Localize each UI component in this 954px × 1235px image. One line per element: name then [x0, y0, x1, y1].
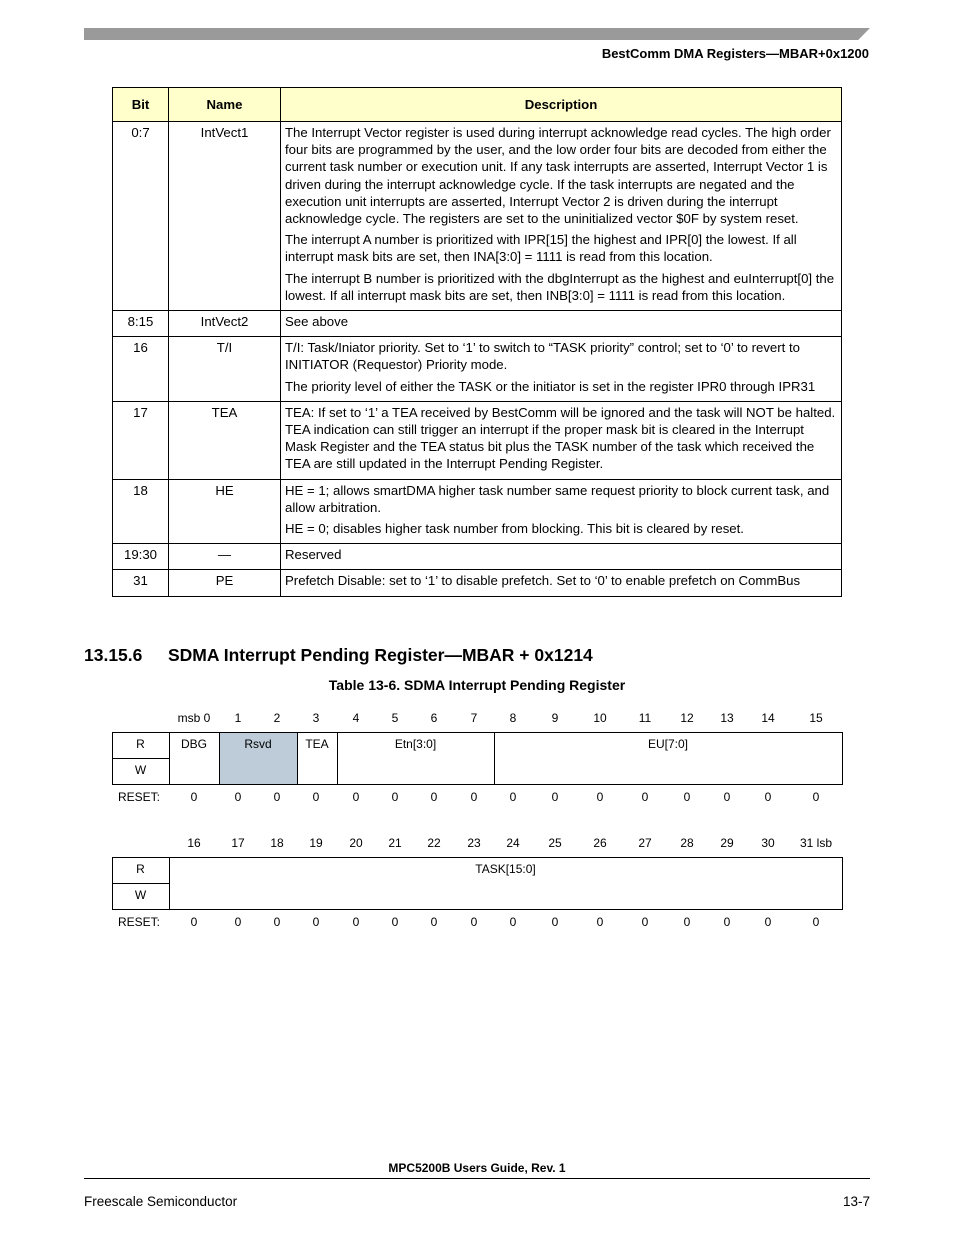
- bit-number: 18: [270, 836, 284, 850]
- name-cell: —: [169, 544, 281, 570]
- reset-value: 0: [352, 915, 360, 929]
- section-title-text: SDMA Interrupt Pending Register—MBAR + 0x1214: [168, 645, 593, 665]
- name-cell: IntVect1: [169, 122, 281, 311]
- table-row: [113, 311, 842, 337]
- bit-number: 29: [720, 836, 734, 850]
- reset-value: 0: [273, 915, 281, 929]
- table-row: [113, 401, 842, 479]
- reset-value: 0: [352, 790, 360, 804]
- name-cell: PE: [169, 570, 281, 596]
- bit-number: 8: [509, 711, 517, 725]
- field-eu: EU[7:0]: [647, 737, 689, 751]
- bit-number: 25: [548, 836, 562, 850]
- bit-number: 1: [234, 711, 242, 725]
- bit-cell: 31: [113, 570, 169, 596]
- description-paragraph: HE = 1; allows smartDMA higher task number same request priority to block current task, and allow arbitration.: [285, 482, 830, 515]
- table-caption: Table 13-6. SDMA Interrupt Pending Register: [328, 677, 626, 693]
- description-paragraph: Prefetch Disable: set to ‘1’ to disable prefetch. Set to ‘0’ to enable prefetch on CommBus: [285, 573, 801, 589]
- description-cell: [281, 122, 842, 311]
- reset-value: 0: [391, 790, 399, 804]
- reset-value: 0: [312, 790, 320, 804]
- reset-value: 0: [509, 915, 517, 929]
- bit-number: 14: [761, 711, 775, 725]
- description-paragraph: Reserved: [285, 547, 342, 563]
- reset-value: 0: [551, 790, 559, 804]
- footer-page-number: 13-7: [842, 1194, 870, 1209]
- col-header-name: Name: [169, 88, 281, 122]
- bit-number: 2: [273, 711, 281, 725]
- bit-number: 16: [187, 836, 201, 850]
- reset-value: 0: [723, 790, 731, 804]
- name-cell: TEA: [169, 401, 281, 479]
- reset-value: 0: [683, 790, 691, 804]
- bit-number: 10: [593, 711, 607, 725]
- bit-number: 26: [593, 836, 607, 850]
- bit-number: 21: [388, 836, 402, 850]
- reset-label: RESET:: [118, 915, 161, 929]
- reset-value: 0: [812, 915, 820, 929]
- bit-number: 6: [430, 711, 438, 725]
- bit-number: 9: [551, 711, 559, 725]
- read-label: R: [136, 737, 145, 751]
- bit-number: 31 lsb: [799, 836, 833, 850]
- reset-value: 0: [430, 915, 438, 929]
- reset-value: 0: [430, 790, 438, 804]
- bit-number: 28: [680, 836, 694, 850]
- name-cell: T/I: [169, 337, 281, 402]
- col-header-bit: Bit: [113, 88, 169, 122]
- reset-value: 0: [470, 790, 478, 804]
- bit-cell: 17: [113, 401, 169, 479]
- name-cell: IntVect2: [169, 311, 281, 337]
- description-cell: [281, 544, 842, 570]
- bit-number: 20: [349, 836, 363, 850]
- bit-cell: 0:7: [113, 122, 169, 311]
- description-paragraph: The interrupt A number is prioritized with IPR[15] the highest and IPR[0] the lowest. If all interrupt mask bits are set, then INA[3:0] = 1111 is read from this location.: [285, 232, 797, 265]
- col-header-description: Description: [281, 88, 842, 122]
- field-dbg: DBG: [180, 737, 207, 751]
- reset-value: 0: [234, 790, 242, 804]
- description-paragraph: The interrupt B number is prioritized with the dbgInterrupt as the highest and euInterrupt[0] the lowest. If all interrupt mask bits are set, then INB[3:0] = 1111 is read from this location.: [285, 270, 835, 303]
- reset-value: 0: [190, 790, 198, 804]
- bit-number: 17: [231, 836, 245, 850]
- bit-number: 19: [309, 836, 323, 850]
- footer-company: Freescale Semiconductor: [84, 1194, 238, 1209]
- field-task: TASK[15:0]: [475, 862, 536, 876]
- bit-cell: 19:30: [113, 544, 169, 570]
- description-paragraph: HE = 0; disables higher task number from blocking. This bit is cleared by reset.: [285, 521, 744, 537]
- description-paragraph: The priority level of either the TASK or the initiator is set in the register IPR0 through IPR31: [285, 378, 816, 394]
- bit-cell: 8:15: [113, 311, 169, 337]
- reset-value: 0: [641, 790, 649, 804]
- bit-number: 7: [470, 711, 478, 725]
- reset-value: 0: [470, 915, 478, 929]
- reset-value: 0: [723, 915, 731, 929]
- reset-value: 0: [812, 790, 820, 804]
- description-cell: [281, 337, 842, 402]
- table-row: [113, 122, 842, 311]
- description-paragraph: The Interrupt Vector register is used during interrupt acknowledge read cycles. The high order four bits are programmed by the user, and the low order four bits are decoded from either the current task number or execution unit. If any task interrupts are asserted, Interrupt Vector 1 is driven during the interrupt acknowledge cycle. If the task interrupts are negated and the execution unit interrupts are asserted, Interrupt Vector 2 is driven during the interrupt acknowledge cycle. The registers are set to the uninitialized vector $0F by system reset.: [285, 125, 831, 227]
- section-number: 13.15.6: [84, 645, 143, 665]
- read-label: R: [136, 862, 145, 876]
- bit-number: 3: [312, 711, 320, 725]
- field-rsvd: Rsvd: [244, 737, 272, 751]
- bit-number: 24: [506, 836, 520, 850]
- table-row: [113, 479, 842, 544]
- footer-guide-title: MPC5200B Users Guide, Rev. 1: [388, 1161, 566, 1175]
- table-header-row: [113, 88, 842, 122]
- reset-value: 0: [551, 915, 559, 929]
- bit-number: msb 0: [177, 711, 211, 725]
- section-heading: [84, 645, 593, 666]
- reset-value: 0: [596, 790, 604, 804]
- running-header: BestComm DMA Registers—MBAR+0x1200: [601, 46, 869, 61]
- bit-number: 23: [467, 836, 481, 850]
- reset-value: 0: [273, 790, 281, 804]
- bit-cell: 16: [113, 337, 169, 402]
- reset-value: 0: [312, 915, 320, 929]
- reset-value: 0: [234, 915, 242, 929]
- reset-value: 0: [683, 915, 691, 929]
- bit-number: 15: [809, 711, 823, 725]
- reset-value: 0: [509, 790, 517, 804]
- reset-value: 0: [764, 790, 772, 804]
- table-row: [113, 570, 842, 596]
- field-tea: TEA: [305, 737, 329, 751]
- write-label: W: [134, 888, 147, 902]
- bit-number: 4: [352, 711, 360, 725]
- bit-number: 11: [638, 711, 652, 725]
- header-bar: [84, 28, 870, 40]
- field-etn: Etn[3:0]: [394, 737, 437, 751]
- bit-number: 27: [638, 836, 652, 850]
- bit-description-table: [112, 87, 842, 597]
- bit-number: 5: [391, 711, 399, 725]
- table-row: [113, 544, 842, 570]
- description-paragraph: T/I: Task/Iniator priority. Set to ‘1’ to switch to “TASK priority” control; set to ‘0’ to revert to INITIATOR (Requestor) Priority mode.: [285, 340, 800, 373]
- bit-number: 30: [761, 836, 775, 850]
- description-cell: [281, 311, 842, 337]
- reset-value: 0: [391, 915, 399, 929]
- bit-number: 13: [720, 711, 734, 725]
- bit-number: 12: [680, 711, 694, 725]
- write-label: W: [134, 763, 147, 777]
- bit-number: 22: [427, 836, 441, 850]
- reset-value: 0: [641, 915, 649, 929]
- reset-value: 0: [596, 915, 604, 929]
- rw-divider: [112, 883, 169, 884]
- rw-divider: [112, 758, 169, 759]
- bit-cell: 18: [113, 479, 169, 544]
- reset-value: 0: [190, 915, 198, 929]
- description-paragraph: See above: [285, 314, 349, 330]
- reset-value: 0: [764, 915, 772, 929]
- description-cell: [281, 401, 842, 479]
- description-paragraph: TEA: If set to ‘1’ a TEA received by BestComm will be ignored and the task will NOT be halted. TEA indication can still trigger an interrupt if the proper mask bit is cleared in the Interrupt Mask Register and the TEA status bit plus the TASK number of the task which received the TEA are still updated in the Interrupt Pending Register.: [285, 404, 836, 472]
- description-cell: [281, 570, 842, 596]
- table-row: [113, 337, 842, 402]
- name-cell: HE: [169, 479, 281, 544]
- footer-rule: [84, 1178, 870, 1179]
- description-cell: [281, 479, 842, 544]
- reset-label: RESET:: [118, 790, 161, 804]
